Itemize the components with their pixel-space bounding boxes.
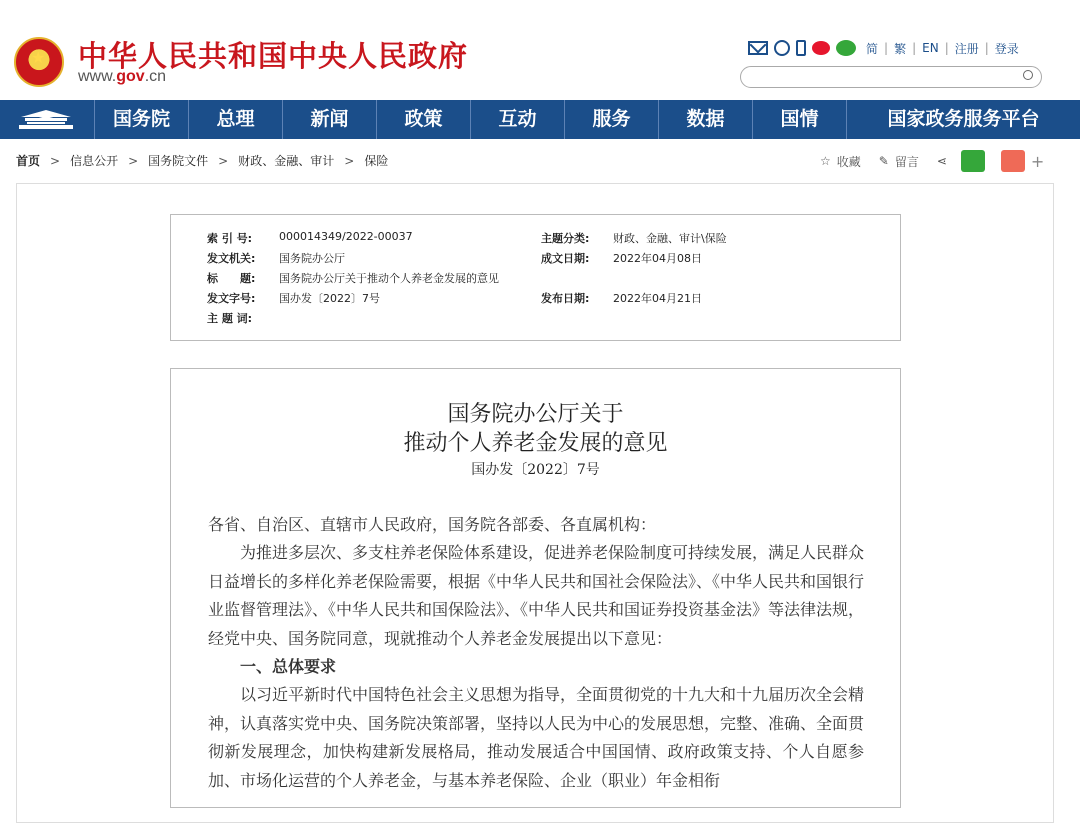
- chevron-right-icon: >: [50, 153, 61, 168]
- url-prefix: www.: [78, 68, 117, 85]
- chevron-right-icon: >: [128, 153, 139, 168]
- nav-item-national-info[interactable]: 国情: [753, 100, 847, 139]
- login-link[interactable]: 登录: [994, 41, 1019, 56]
- meta-date-label: 成文日期:: [541, 252, 590, 265]
- wechat-share-icon[interactable]: [961, 150, 985, 172]
- pen-icon[interactable]: ✎: [878, 154, 889, 168]
- language-links: 简 | 繁 | EN | 注册 | 登录: [866, 41, 1019, 56]
- search-input[interactable]: [740, 66, 1042, 88]
- wechat-icon[interactable]: [836, 40, 856, 56]
- addressee: 各省、自治区、直辖市人民政府，国务院各部委、各直属机构：: [208, 515, 657, 534]
- mail-icon[interactable]: [748, 41, 768, 55]
- meta-publish: [541, 290, 702, 304]
- document-text: [208, 511, 864, 795]
- document-title-line2: 推动个人养老金发展的意见: [403, 431, 668, 456]
- breadcrumb-finance[interactable]: 财政、金融、审计: [238, 154, 335, 168]
- meta-issuer: [207, 250, 345, 264]
- site-url[interactable]: [78, 68, 166, 86]
- register-link[interactable]: 注册: [954, 41, 979, 56]
- nav-item-interaction[interactable]: 互动: [471, 100, 565, 139]
- tiananmen-icon: [17, 109, 75, 131]
- more-share-icon[interactable]: +: [1030, 151, 1045, 171]
- breadcrumb-insurance[interactable]: 保险: [364, 154, 389, 168]
- nav-item-premier[interactable]: 总理: [189, 100, 283, 139]
- nav-item-services[interactable]: 服务: [565, 100, 659, 139]
- comment-link[interactable]: 留言: [894, 154, 919, 169]
- document-body: [170, 368, 901, 808]
- meta-date: [541, 250, 702, 264]
- breadcrumb: [16, 152, 388, 169]
- nav-item-news[interactable]: 新闻: [283, 100, 377, 139]
- nav-item-gov-service-platform[interactable]: 国家政务服务平台: [887, 108, 1040, 130]
- mobile-icon[interactable]: [796, 40, 806, 56]
- meta-category-label: 主题分类:: [541, 232, 590, 245]
- document-title-line1: 国务院办公厅关于: [447, 402, 624, 427]
- lang-english[interactable]: EN: [922, 41, 939, 55]
- meta-docno: [207, 290, 380, 304]
- breadcrumb-info[interactable]: 信息公开: [70, 154, 119, 168]
- meta-issuer-label: 发文机关:: [207, 252, 256, 265]
- chevron-right-icon: >: [344, 153, 355, 168]
- meta-issuer-value: 国务院办公厅: [279, 252, 345, 265]
- site-header: [0, 0, 1080, 100]
- breadcrumb-home[interactable]: 首页: [16, 154, 41, 168]
- section-heading: 一、总体要求: [240, 657, 337, 677]
- meta-keywords: [207, 310, 279, 324]
- meta-publish-label: 发布日期:: [541, 292, 590, 305]
- meta-docno-value: 国办发〔2022〕7号: [279, 292, 380, 305]
- document-number: 国办发〔2022〕7号: [471, 462, 600, 478]
- meta-category: [541, 230, 727, 244]
- meta-publish-value: 2022年04月21日: [613, 292, 702, 305]
- share-icon[interactable]: ⋖: [936, 154, 947, 168]
- paragraph: 为推进多层次、多支柱养老保险体系建设，促进养老保险制度可持续发展，满足人民群众日益增长的多样化养老保险需要，根据《中华人民共和国社会保险法》、《中华人民共和国银行业监督管理法》、《中华人民共和国保险法》、《中华人民共和国证券投资基金法》等法律法规，经党中央、国务院同意，现就推动个人养老金发展提出以下意见：: [208, 543, 865, 648]
- breadcrumb-docs[interactable]: 国务院文件: [148, 154, 209, 168]
- main-nav: [0, 100, 1080, 139]
- nav-home[interactable]: [0, 100, 95, 139]
- lang-simplified[interactable]: 简: [866, 41, 879, 56]
- favorite-link[interactable]: 收藏: [836, 154, 861, 169]
- share-bar: [820, 150, 1044, 172]
- meta-index-value: 000014349/2022-00037: [279, 230, 413, 243]
- nav-item-data[interactable]: 数据: [659, 100, 753, 139]
- lang-traditional[interactable]: 繁: [894, 41, 907, 56]
- meta-index: [207, 230, 413, 244]
- star-icon[interactable]: ☆: [820, 154, 831, 168]
- meta-index-label: 索 引 号:: [207, 232, 253, 245]
- url-suffix: .cn: [144, 68, 167, 85]
- weibo-icon[interactable]: [812, 41, 830, 55]
- url-brand: gov: [116, 68, 145, 85]
- weibo-share-icon[interactable]: [1001, 150, 1025, 172]
- top-tools: [748, 38, 1019, 58]
- nav-item-state-council[interactable]: 国务院: [95, 100, 189, 139]
- meta-date-value: 2022年04月08日: [613, 252, 702, 265]
- search-icon[interactable]: [1023, 70, 1033, 80]
- meta-category-value: 财政、金融、审计\保险: [613, 232, 727, 245]
- meta-title-label: 标 题:: [207, 272, 256, 285]
- meta-title: [207, 270, 499, 284]
- chevron-right-icon: >: [218, 153, 229, 168]
- document-metadata: [170, 214, 901, 341]
- meta-title-value: 国务院办公厅关于推动个人养老金发展的意见: [279, 272, 499, 285]
- site-title[interactable]: 中华人民共和国中央人民政府: [78, 39, 469, 73]
- meta-docno-label: 发文字号:: [207, 292, 256, 305]
- nav-item-policy[interactable]: 政策: [377, 100, 471, 139]
- message-icon[interactable]: [774, 40, 790, 56]
- meta-keywords-label: 主 题 词:: [207, 312, 253, 325]
- national-emblem-icon[interactable]: [14, 37, 64, 87]
- paragraph: 以习近平新时代中国特色社会主义思想为指导，全面贯彻党的十九大和十九届历次全会精神，认真落实党中央、国务院决策部署，坚持以人民为中心的发展思想，完整、准确、全面贯彻新发展理念，加快构建新发展格局，推动发展适合中国国情、政府政策支持、个人自愿参加、市场化运营的个人养老金，与基本养老保险、企业（职业）年金相衔: [208, 685, 865, 790]
